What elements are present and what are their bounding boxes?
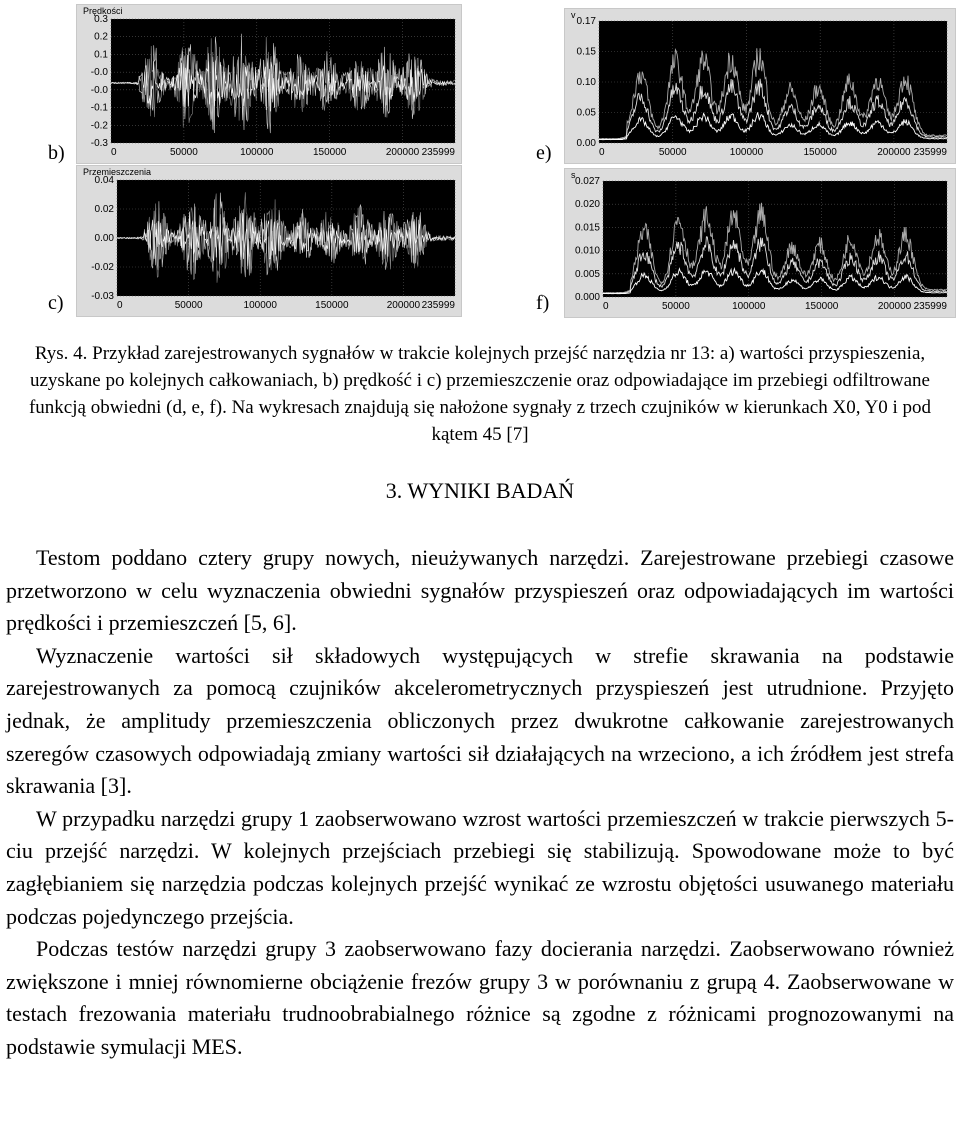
x-tick-label: 150000 [803, 147, 837, 158]
chart-svg [77, 5, 461, 163]
x-tick-label: 0 [599, 147, 605, 158]
x-tick-label: 235999 [421, 147, 455, 158]
y-tick-label: -0.02 [91, 262, 114, 273]
y-tick-label: -0.3 [90, 138, 108, 149]
x-tick-label: 150000 [312, 147, 347, 158]
body-text [6, 542, 954, 1064]
panel-label-e: e) [536, 142, 552, 164]
y-tick-label: 0.000 [574, 292, 600, 303]
paragraph: W przypadku narzędzi grupy 1 zaobserwowano wzrost wartości przemieszczeń w trakcie pierwszych 5-ciu przejść narzędzi. W kolejnych przejściach przebiegi się stabilizują. Spowodowane może to być zagłębianiem się narzędzia podczas kolejnych przejść wynikać ze wzrostu objętości usuwanego materiału podczas pojedynczego przejścia. [6, 805, 954, 929]
x-tick-label: 100000 [732, 301, 766, 312]
x-tick-label: 0 [603, 301, 609, 312]
y-tick-label: 0.3 [94, 14, 108, 25]
paragraph: Podczas testów narzędzi grupy 3 zaobserwowano fazy docierania narzędzi. Zaobserwowano również zwiększone i mniej równomierne obciążenie frezów grupy 3 w porównaniu z grupą 4. Zaobserwowane w testach frezowania materiału trudnoobrabialnego różnice są zgodne z różnicami prognozowanymi na podstawie symulacji MES. [6, 936, 954, 1059]
plot-area [603, 181, 947, 297]
chart-displacement-envelope [564, 168, 956, 318]
y-tick-label: 0.020 [574, 199, 600, 211]
y-tick-label: 0.02 [94, 204, 114, 215]
chart-svg [77, 166, 461, 316]
chart-title: v [571, 10, 576, 20]
y-tick-label: 0.2 [94, 31, 108, 43]
y-tick-label: -0.1 [90, 102, 108, 114]
x-tick-label: 50000 [174, 300, 203, 311]
x-tick-label: 50000 [658, 147, 687, 158]
x-tick-label: 200000 [877, 147, 911, 158]
chart-title: s [571, 170, 576, 180]
panel-label-c: c) [48, 292, 64, 314]
figure-caption: Rys. 4. Przykład zarejestrowanych sygnałów w trakcie kolejnych przejść narzędzia nr 13: a) wartości przyspieszenia, uzyskane po kolejnych całkowaniach, b) prędkość i c) przemieszczenie oraz odpowiadające im przebiegi odfiltrowane funkcją obwiedni (d, e, f). Na wykresach znajdują się nałożone sygnały z trzech czujników w kierunkach X0, Y0 i pod kątem 45 [7] [28, 343, 932, 445]
panel-label-f: f) [536, 292, 550, 314]
x-tick-label: 235999 [913, 147, 947, 158]
x-tick-label: 100000 [243, 300, 277, 311]
x-tick-label: 0 [117, 300, 123, 311]
x-tick-label: 200000 [385, 147, 420, 158]
y-tick-label: 0.027 [574, 176, 600, 187]
y-tick-label: -0.0 [90, 67, 108, 79]
x-tick-label: 200000 [877, 301, 912, 312]
x-tick-label: 150000 [804, 301, 839, 312]
paragraph: Wyznaczenie wartości sił składowych występujących w strefie skrawania na podstawie zarejestrowanych za pomocą czujników akcelerometrycznych przyspieszeń jest utrudnione. Przyjęto jednak, że amplitudy przemieszczenia obliczonych przez dwukrotne całkowanie zarejestrowanych szeregów czasowych odpowiadają zmiany wartości sił działających na wrzeciono, a ich źródłem jest strefa skrawania [3]. [6, 642, 954, 799]
y-tick-label: 0.15 [576, 46, 596, 58]
y-tick-label: 0.1 [94, 49, 108, 61]
x-tick-label: 100000 [240, 147, 274, 158]
y-tick-label: 0.05 [576, 107, 596, 119]
panel-label-b: b) [48, 142, 65, 164]
x-tick-label: 0 [111, 147, 117, 158]
chart-title: Przemieszczenia [83, 167, 152, 177]
y-tick-label: -0.0 [90, 84, 108, 96]
y-tick-label: 0.010 [574, 245, 600, 257]
x-tick-label: 100000 [729, 147, 764, 158]
y-tick-label: -0.2 [90, 120, 108, 132]
chart-velocity-envelope [564, 8, 956, 164]
y-tick-label: 0.015 [574, 222, 600, 234]
x-tick-label: 200000 [386, 300, 421, 311]
y-tick-label: 0.00 [576, 138, 596, 149]
y-tick-label: 0.10 [576, 77, 596, 88]
y-tick-label: 0.00 [94, 233, 114, 244]
chart-svg [565, 169, 955, 317]
x-tick-label: 235999 [913, 301, 947, 312]
paragraph: Testom poddano cztery grupy nowych, nieużywanych narzędzi. Zarejestrowane przebiegi czasowe przetworzono w celu wyznaczenia obwiedni sygnałów przyspieszeń oraz odpowiadających im wartości prędkości i przemieszczeń [5, 6]. [6, 545, 954, 636]
y-tick-label: 0.17 [576, 16, 596, 27]
y-tick-label: 0.005 [574, 268, 600, 280]
chart-svg [565, 9, 955, 163]
section-heading: 3. WYNIKI BADAŃ [385, 478, 575, 503]
x-tick-label: 150000 [315, 300, 349, 311]
x-tick-label: 235999 [421, 300, 455, 311]
x-tick-label: 50000 [661, 301, 690, 312]
y-tick-label: 0.04 [94, 175, 114, 186]
chart-velocity [76, 4, 462, 164]
x-tick-label: 50000 [169, 147, 198, 158]
y-tick-label: -0.03 [91, 291, 114, 302]
chart-displacement [76, 165, 462, 317]
chart-title: Prędkości [83, 6, 123, 16]
